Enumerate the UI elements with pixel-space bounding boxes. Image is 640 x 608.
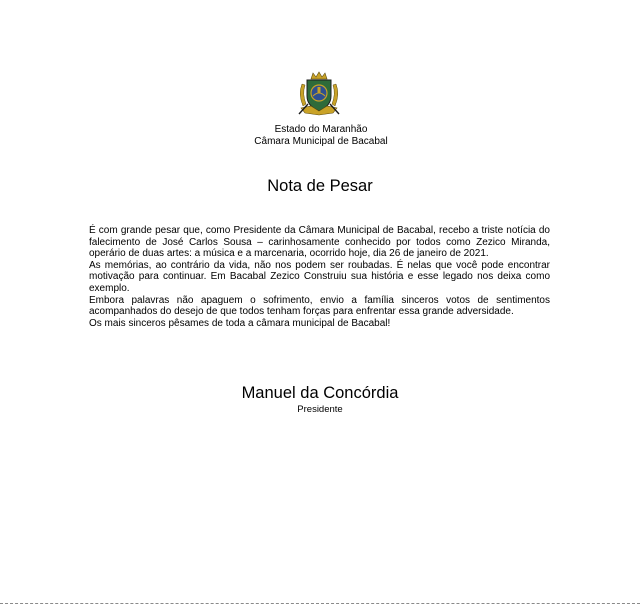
state-name: Estado do Maranhão xyxy=(274,124,368,135)
body-paragraph: As memórias, ao contrário da vida, não nos podem ser roubadas. É nelas que você pode encontrar motivação para continuar. Em Bacabal Zezico Construiu sua história e esse legado nos deixa como exemplo. xyxy=(89,259,550,294)
body-paragraph: Os mais sinceros pêsames de toda a câmara municipal de Bacabal! xyxy=(89,317,391,329)
document-title: Nota de Pesar xyxy=(267,177,373,195)
chamber-name: Câmara Municipal de Bacabal xyxy=(254,136,388,147)
coat-of-arms-icon xyxy=(296,70,342,118)
body-paragraph: É com grande pesar que, como Presidente da Câmara Municipal de Bacabal, recebo a triste notícia do falecimento de José Carlos Sousa – carinhosamente conhecido por todos como Zezico Miranda, operário de duas artes: a música e a marcenaria, ocorrido hoje, dia 26 de janeiro de 2021. xyxy=(89,225,550,260)
signatory-name: Manuel da Concórdia xyxy=(241,384,399,402)
signatory-role: Presidente xyxy=(297,404,343,415)
page-divider xyxy=(0,603,640,604)
body-paragraph: Embora palavras não apaguem o sofrimento, envio a família sinceros votos de sentimentos acompanhados do desejo de que todos tenham forças para enfrentar essa grande adversidade. xyxy=(89,294,550,318)
document-body xyxy=(89,225,550,329)
